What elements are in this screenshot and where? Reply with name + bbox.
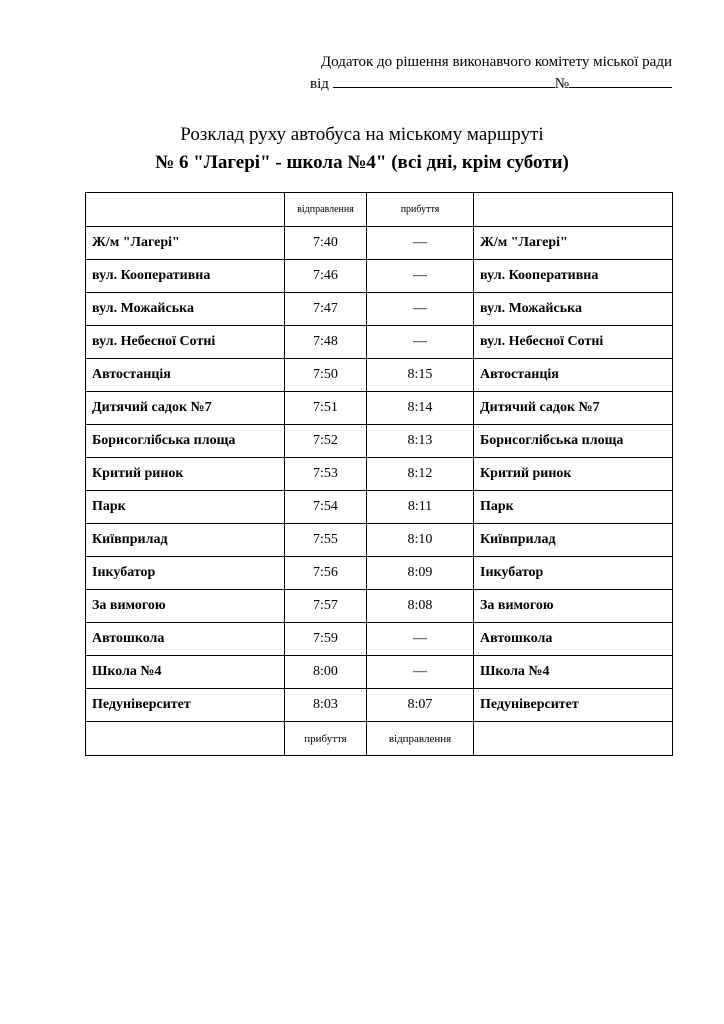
decision-reference-line (252, 73, 672, 95)
departure-time-cell: 7:59 (285, 623, 367, 656)
stop-name-cell: Автошкола (86, 623, 285, 656)
appendix-note: Додаток до рішення виконавчого комітету міської ради (320, 54, 672, 70)
footer-cell-empty-right (474, 722, 673, 756)
return-stop-name-cell: Автошкола (474, 623, 673, 656)
arrival-time-cell: 8:09 (367, 557, 474, 590)
number-label: № (554, 76, 569, 92)
table-row (86, 458, 673, 491)
footer-cell-departure: відправлення (367, 722, 474, 756)
arrival-time-cell: — (367, 293, 474, 326)
departure-time-cell: 7:54 (285, 491, 367, 524)
stop-name-cell: Парк (86, 491, 285, 524)
return-stop-name-cell: Педуніверситет (474, 689, 673, 722)
stop-name-cell: За вимогою (86, 590, 285, 623)
number-blank-line (569, 73, 672, 88)
arrival-time-cell: 8:15 (367, 359, 474, 392)
table-row (86, 293, 673, 326)
return-stop-name-cell: вул. Небесної Сотні (474, 326, 673, 359)
stop-name-cell: Автостанція (86, 359, 285, 392)
table-row (86, 590, 673, 623)
stop-name-cell: вул. Кооперативна (86, 260, 285, 293)
table-row (86, 491, 673, 524)
header-cell-departure: відправлення (285, 193, 367, 227)
table-row (86, 326, 673, 359)
return-stop-name-cell: За вимогою (474, 590, 673, 623)
table-row (86, 524, 673, 557)
stop-name-cell: Інкубатор (86, 557, 285, 590)
table-row (86, 689, 673, 722)
stop-name-cell: Борисоглібська площа (86, 425, 285, 458)
return-stop-name-cell: Ж/м "Лагері" (474, 227, 673, 260)
return-stop-name-cell: Парк (474, 491, 673, 524)
departure-time-cell: 7:48 (285, 326, 367, 359)
arrival-time-cell: 8:07 (367, 689, 474, 722)
footer-cell-empty-left (86, 722, 285, 756)
header-cell-empty-right (474, 193, 673, 227)
arrival-time-cell: 8:08 (367, 590, 474, 623)
table-row (86, 392, 673, 425)
stop-name-cell: вул. Можайська (86, 293, 285, 326)
title-line-2: № 6 "Лагері" - школа №4" (всі дні, крім суботи) (155, 152, 569, 173)
departure-time-cell: 7:53 (285, 458, 367, 491)
arrival-time-cell: — (367, 260, 474, 293)
header-cell-arrival: прибуття (367, 193, 474, 227)
departure-time-cell: 8:03 (285, 689, 367, 722)
table-row (86, 425, 673, 458)
table-row (86, 227, 673, 260)
footer-cell-arrival: прибуття (285, 722, 367, 756)
return-stop-name-cell: Київприлад (474, 524, 673, 557)
departure-time-cell: 7:51 (285, 392, 367, 425)
stop-name-cell: Дитячий садок №7 (86, 392, 285, 425)
stop-name-cell: Школа №4 (86, 656, 285, 689)
schedule-body (86, 193, 673, 756)
return-stop-name-cell: Борисоглібська площа (474, 425, 673, 458)
table-row (86, 557, 673, 590)
title-line-1: Розклад руху автобуса на міському маршруті (180, 124, 544, 145)
stop-name-cell: Ж/м "Лагері" (86, 227, 285, 260)
departure-time-cell: 7:57 (285, 590, 367, 623)
table-row (86, 623, 673, 656)
departure-time-cell: 7:52 (285, 425, 367, 458)
arrival-time-cell: 8:10 (367, 524, 474, 557)
arrival-time-cell: — (367, 326, 474, 359)
table-row (86, 656, 673, 689)
arrival-time-cell: 8:14 (367, 392, 474, 425)
departure-time-cell: 7:56 (285, 557, 367, 590)
departure-time-cell: 8:00 (285, 656, 367, 689)
stop-name-cell: Критий ринок (86, 458, 285, 491)
from-label: від (310, 76, 329, 92)
arrival-time-cell: 8:11 (367, 491, 474, 524)
return-stop-name-cell: вул. Можайська (474, 293, 673, 326)
table-row (86, 260, 673, 293)
arrival-time-cell: 8:12 (367, 458, 474, 491)
arrival-time-cell: — (367, 227, 474, 260)
schedule-table (85, 192, 673, 756)
date-blank-line (333, 73, 555, 88)
document-header (252, 52, 672, 95)
return-stop-name-cell: Інкубатор (474, 557, 673, 590)
stop-name-cell: Педуніверситет (86, 689, 285, 722)
table-footer-row (86, 722, 673, 756)
arrival-time-cell: — (367, 656, 474, 689)
return-stop-name-cell: Автостанція (474, 359, 673, 392)
arrival-time-cell: 8:13 (367, 425, 474, 458)
schedule-title (0, 122, 724, 178)
stop-name-cell: Київприлад (86, 524, 285, 557)
return-stop-name-cell: Критий ринок (474, 458, 673, 491)
table-header-row (86, 193, 673, 227)
stop-name-cell: вул. Небесної Сотні (86, 326, 285, 359)
return-stop-name-cell: вул. Кооперативна (474, 260, 673, 293)
table-row (86, 359, 673, 392)
return-stop-name-cell: Школа №4 (474, 656, 673, 689)
header-cell-empty-left (86, 193, 285, 227)
return-stop-name-cell: Дитячий садок №7 (474, 392, 673, 425)
arrival-time-cell: — (367, 623, 474, 656)
departure-time-cell: 7:40 (285, 227, 367, 260)
departure-time-cell: 7:46 (285, 260, 367, 293)
departure-time-cell: 7:55 (285, 524, 367, 557)
departure-time-cell: 7:50 (285, 359, 367, 392)
departure-time-cell: 7:47 (285, 293, 367, 326)
